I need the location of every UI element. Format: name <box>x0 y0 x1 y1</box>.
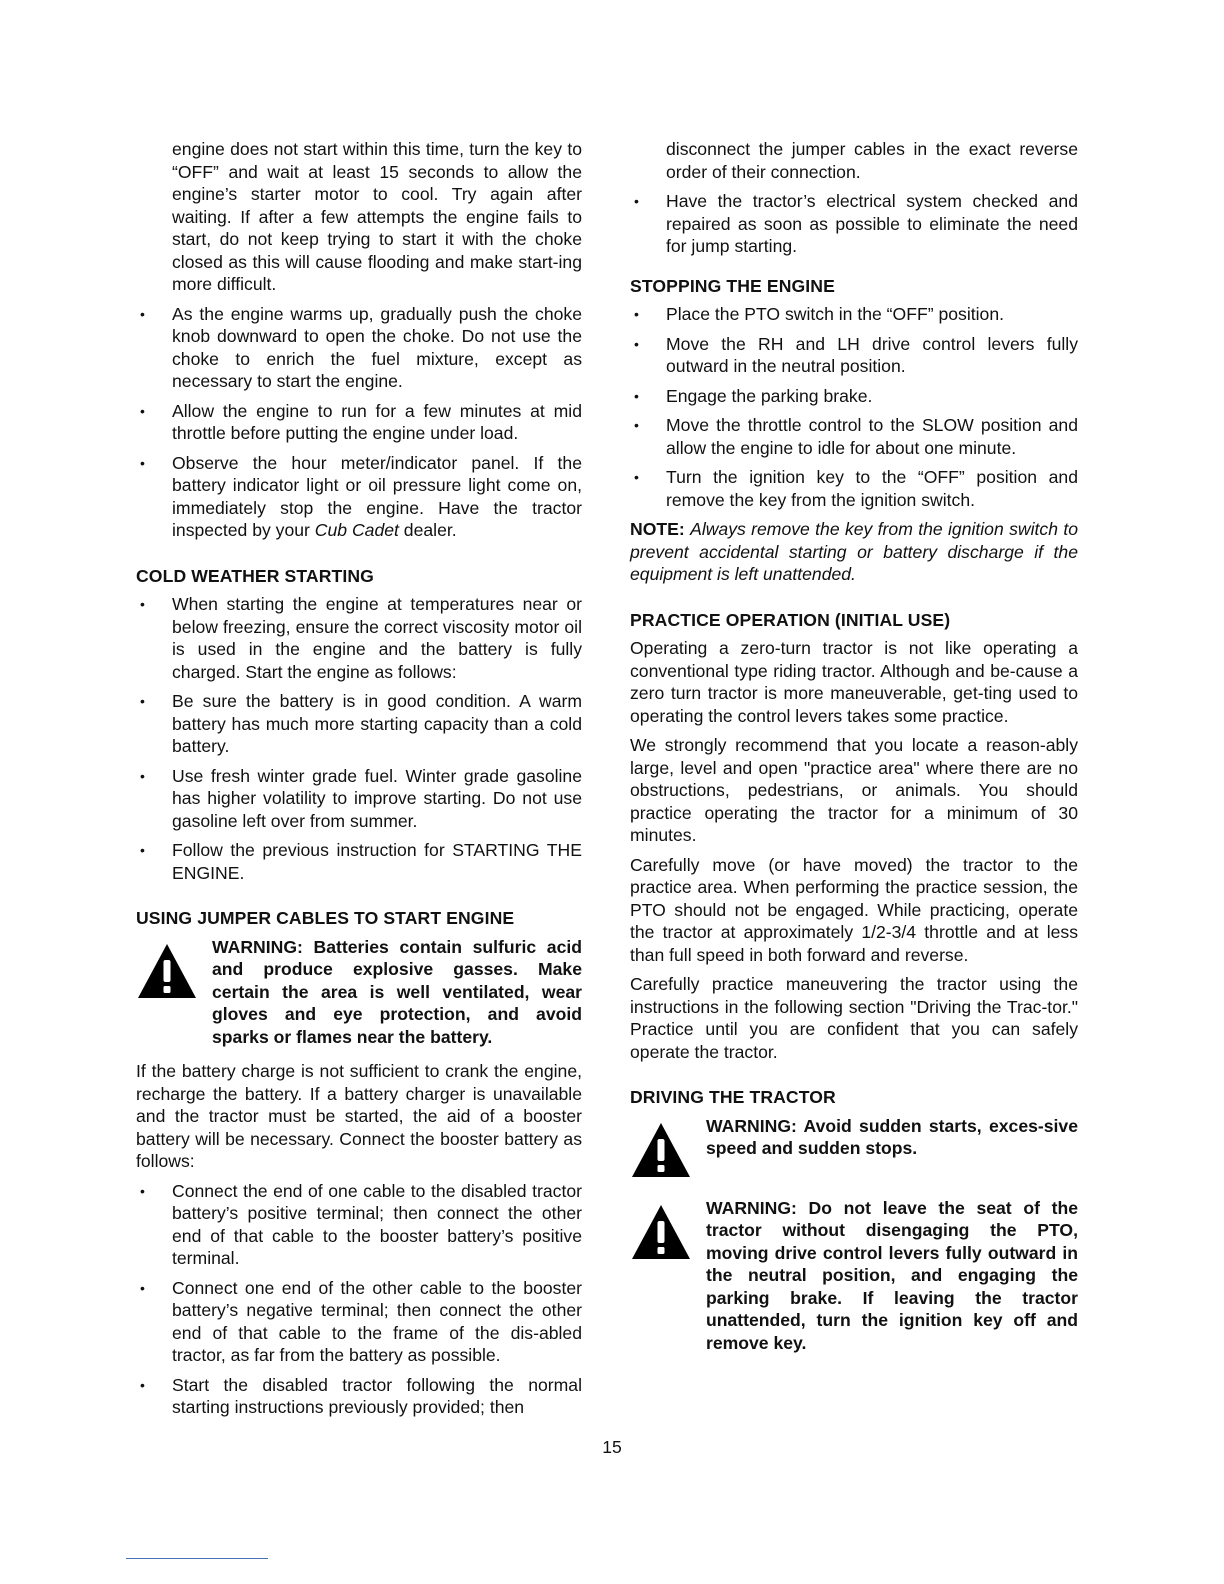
warning-triangle-icon <box>630 1121 692 1179</box>
seat-warning <box>630 1197 1078 1355</box>
list-item: • Follow the previous instruction for STARTING THE ENGINE. <box>136 839 582 884</box>
stopping-bullet-list <box>630 303 1078 511</box>
list-item: • Move the throttle control to the SLOW position and allow the engine to idle for about one minute. <box>630 414 1078 459</box>
list-item: • When starting the engine at temperatures near or below freezing, ensure the correct viscosity motor oil is used in the engine and the battery is fully charged. Start the engine as follows: <box>136 593 582 683</box>
list-item: • Turn the ignition key to the “OFF” position and remove the key from the ignition switch. <box>630 466 1078 511</box>
right-column <box>630 138 1078 1366</box>
stopping-engine-heading: STOPPING THE ENGINE <box>630 275 835 296</box>
continued-paragraph: disconnect the jumper cables in the exact reverse order of their connection. <box>666 139 1078 182</box>
practice-paragraph: We strongly recommend that you locate a reason-ably large, level and open "practice area" where there are no obstructions, pedestrians, or animals. You should practice operating the tractor for a minimum of 30 minutes. <box>630 735 1078 845</box>
footer-rule <box>126 1558 268 1559</box>
battery-warning <box>136 936 582 1049</box>
practice-paragraph: Operating a zero-turn tractor is not like operating a conventional type riding tractor. Although and be-cause a zero turn tractor is more maneuverable, get-ting used to operating the control levers takes some practice. <box>630 638 1078 726</box>
battery-warning-text: WARNING: Batteries contain sulfuric acid and produce explosive gasses. Make certain the area is well ventilated, wear gloves and eye protection, and avoid sparks or flames near the battery. <box>212 936 582 1047</box>
top-bullet-list <box>630 190 1078 258</box>
jumper-cables-heading: USING JUMPER CABLES TO START ENGINE <box>136 908 515 928</box>
brand-name: Cub Cadet <box>314 520 399 540</box>
speed-warning-text: WARNING: Avoid sudden starts, exces-sive speed and sudden stops. <box>706 1115 1078 1158</box>
observe-suffix: dealer. <box>398 520 457 540</box>
list-item: • Move the RH and LH drive control levers fully outward in the neutral position. <box>630 333 1078 378</box>
warmup-bullet-list <box>136 303 582 542</box>
jumper-paragraph: If the battery charge is not sufficient to crank the engine, recharge the battery. If a battery charger is unavailable and the tractor must be started, the aid of a booster battery will be necessary. Connect the booster battery as follows: <box>136 1061 582 1171</box>
list-item: • Engage the parking brake. <box>630 385 1078 408</box>
warning-triangle-icon <box>136 942 198 1000</box>
intro-paragraph: engine does not start within this time, turn the key to “OFF” and wait at least 15 seconds to allow the engine’s starter motor to cool. Try again after waiting. If after a few attempts the engine fails to start, do not keep trying to start it with the choke closed as this will cause flooding and make start-ing more difficult. <box>172 139 582 294</box>
seat-warning-text: WARNING: Do not leave the seat of the tractor without disengaging the PTO, moving drive control levers fully outward in the neutral position, and engaging the parking brake. If leaving the tractor unattended, turn the ignition key off and remove key. <box>706 1197 1078 1353</box>
list-item <box>136 452 582 542</box>
left-column <box>136 138 582 1426</box>
practice-heading: PRACTICE OPERATION (INITIAL USE) <box>630 609 951 630</box>
warning-triangle-icon <box>630 1203 692 1261</box>
list-item: • Connect one end of the other cable to the booster battery’s negative terminal; then connect the other end of that cable to the frame of the dis-abled tractor, as far from the battery as possible. <box>136 1277 582 1367</box>
list-item: • As the engine warms up, gradually push the choke knob downward to open the choke. Do not use the choke to enrich the fuel mixture, except as necessary to start the engine. <box>136 303 582 393</box>
page-number: 15 <box>602 1437 622 1457</box>
list-item: • Have the tractor’s electrical system checked and repaired as soon as possible to eliminate the need for jump starting. <box>630 190 1078 258</box>
practice-paragraph: Carefully move (or have moved) the tractor to the practice area. When performing the practice session, the PTO should not be engaged. While practicing, operate the tractor at approximately 1/2-3/4 throttle and at less than full speed in both forward and reverse. <box>630 854 1078 965</box>
note-text: Always remove the key from the ignition switch to prevent accidental starting or battery discharge if the equipment is left unattended. <box>630 519 1078 584</box>
cold-weather-heading: COLD WEATHER STARTING <box>136 565 374 586</box>
note-label: NOTE: <box>630 519 685 539</box>
driving-heading: DRIVING THE TRACTOR <box>630 1087 836 1107</box>
list-item: • Connect the end of one cable to the disabled tractor battery’s positive terminal; then connect the other end of that cable to the booster battery’s positive terminal. <box>136 1180 582 1270</box>
observe-text: Observe the hour meter/indicator panel. If the battery indicator light or oil pressure light come on, immediately stop the engine. Have the tractor inspected by your <box>172 452 582 540</box>
list-item: • Be sure the battery is in good condition. A warm battery has much more starting capacity than a cold battery. <box>136 690 582 758</box>
note-paragraph <box>630 518 1078 586</box>
cold-weather-bullet-list <box>136 593 582 884</box>
list-item: • Start the disabled tractor following the normal starting instructions previously provided; then <box>136 1374 582 1419</box>
list-item: • Allow the engine to run for a few minutes at mid throttle before putting the engine under load. <box>136 400 582 445</box>
list-item: • Place the PTO switch in the “OFF” position. <box>630 303 1078 326</box>
list-item: • Use fresh winter grade fuel. Winter grade gasoline has higher volatility to improve starting. Do not use gasoline left over from summer. <box>136 765 582 833</box>
practice-paragraph: Carefully practice maneuvering the tractor using the instructions in the following section "Driving the Trac-tor." Practice until you are confident that you can safely operate the tractor. <box>630 974 1078 1062</box>
jumper-bullet-list <box>136 1180 582 1419</box>
speed-warning <box>630 1115 1078 1179</box>
